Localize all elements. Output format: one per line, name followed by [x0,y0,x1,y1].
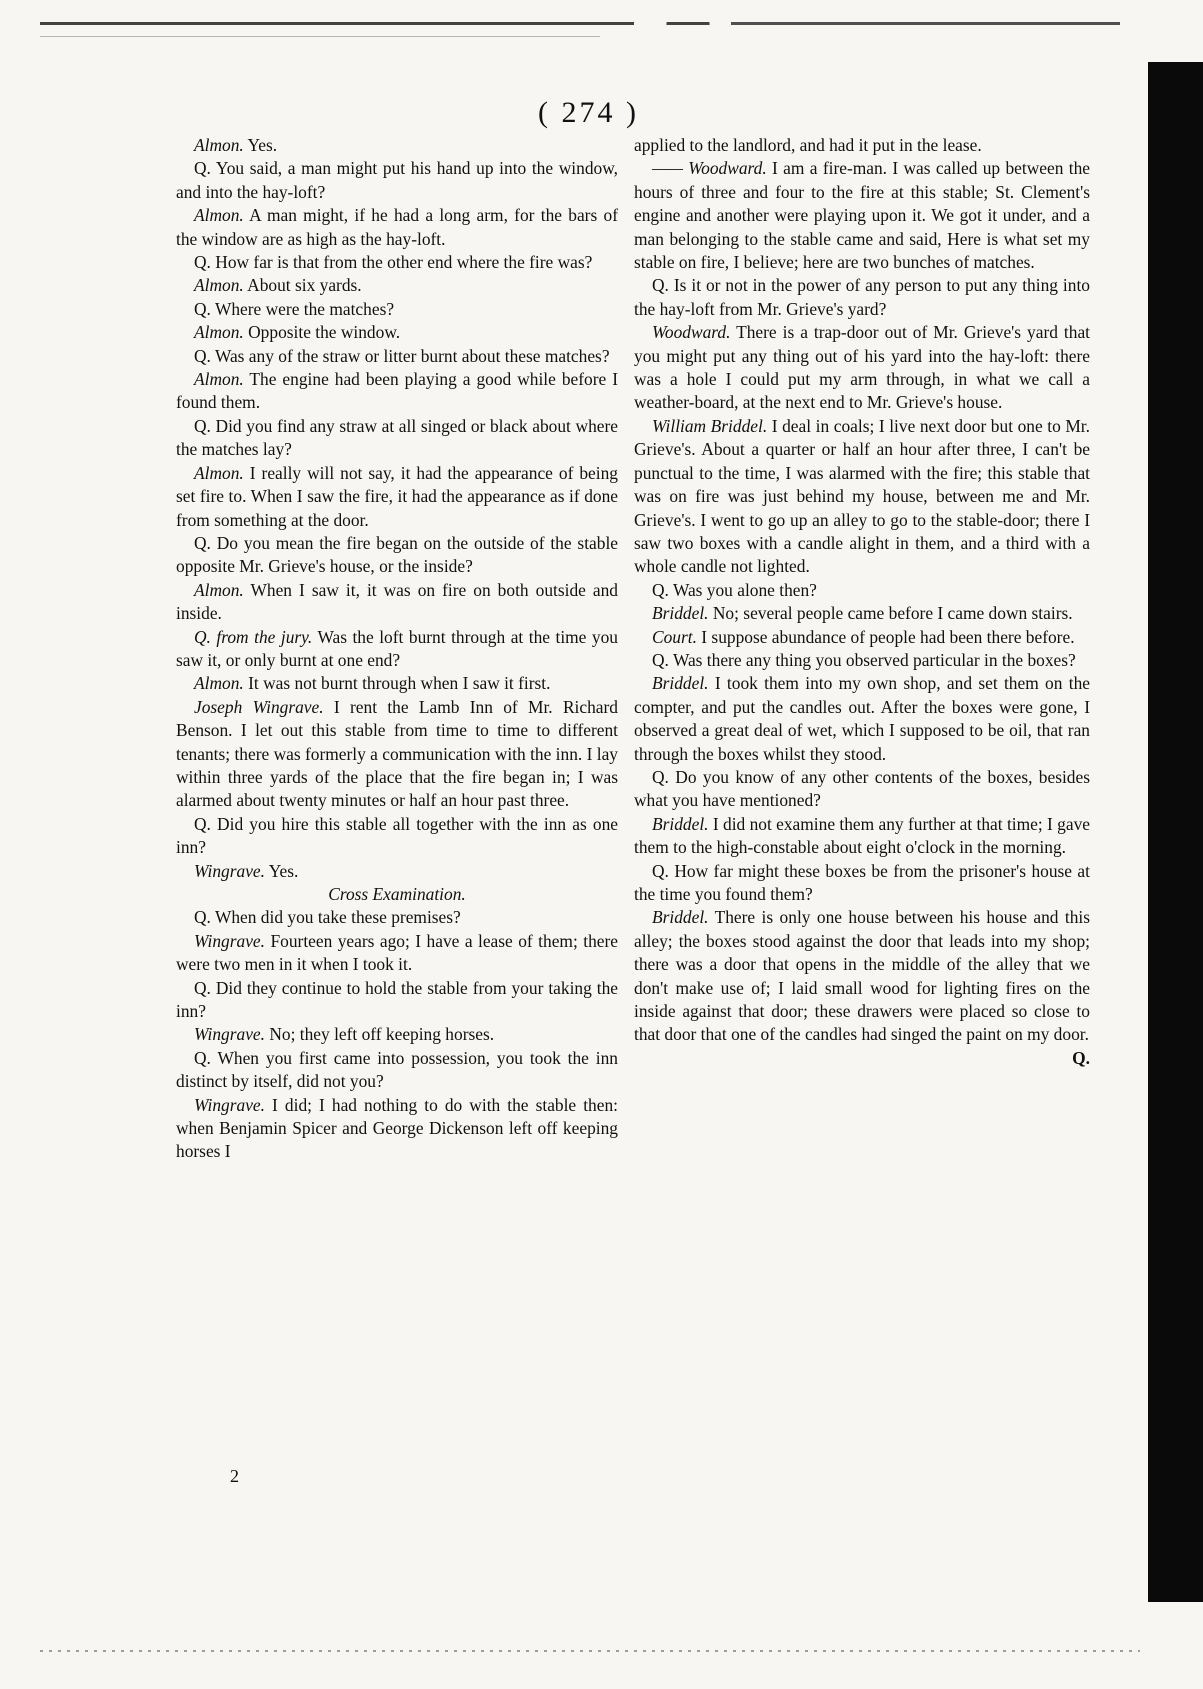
paragraph-text: I rent the Lamb Inn of Mr. Richard Benson. I let out this stable from time to time to different tenants; there was formerly a communication with the inn. I lay within three yards of the place that the fire began in; I was alarmed about twenty minutes or half an hour past three. [176,696,618,811]
right-column [634,134,1090,1070]
paragraph-text: There is a trap-door out of Mr. Grieve's yard that you might put any thing out of his yard into the hay-loft: there was a hole I could put my arm through, in what we call a weather-board, at the next end to Mr. Grieve's house. [634,322,1090,413]
left-column [176,134,618,1164]
speaker-name: Almon. [194,369,244,390]
paragraph-text: Q. Is it or not in the power of any person to put any thing into the hay-loft from Mr. Grieve's yard? [634,275,1090,319]
paragraph [176,204,618,251]
paragraph-text: Opposite the window. [243,322,401,343]
paragraph-text: Q. When you first came into possession, you took the inn distinct by itself, did not you? [176,1047,618,1092]
paragraph-text: I took them into my own shop, and set them on the compter, and put the candles out. After the boxes were gone, I observed a great deal of wet, which I supposed to be oil, that ran through the boxes whilst they stood. [634,673,1090,764]
paragraph [634,813,1090,860]
paragraph-text: Fourteen years ago; I have a lease of them; there were two men in it when I took it. [176,930,618,975]
speaker-name: Almon. [194,322,244,343]
paragraph [634,626,1090,649]
paragraph-text: There is only one house between his house and this alley; the boxes stood against the door that leads into my shop; there was a door that opens in the middle of the alley that we don't make use of; I laid small wood for lighting fires on the inside against that door; these drawers were placed so close to that door that one of the candles had singed the paint on my door. [634,907,1090,1045]
paragraph-text: I suppose abundance of people had been there before. [696,626,1075,647]
paragraph [634,860,1090,907]
speaker-name: Almon. [194,579,244,600]
paragraph [176,298,618,321]
paragraph [634,274,1090,321]
catchword: Q. [1072,1047,1090,1068]
paragraph-text: Q. How far might these boxes be from the prisoner's house at the time you found them? [634,860,1090,904]
paragraph-text: I deal in coals; I live next door but one to Mr. Grieve's. About a quarter or half an hour after three, I can't be punctual to the time, I was alarmed with the fire; this stable that was on fire was just behind my house, between me and Mr. Grieve's. I went to go up an alley to go to the stable-door; there I saw two boxes with a candle alight in them, and a third with a whole candle not lighted. [634,415,1090,577]
paragraph-text: No; several people came before I came down stairs. [708,603,1073,624]
paragraph [176,321,618,344]
paragraph-text: Q. Was any of the straw or litter burnt about these matches? [194,345,610,366]
paragraph-text: Q. When did you take these premises? [194,907,461,928]
speaker-name: Briddel. [652,603,709,624]
paragraph [176,532,618,579]
speaker-name: Almon. [194,135,244,155]
paragraph [634,602,1090,625]
paragraph-text: I did; I had nothing to do with the stable then: when Benjamin Spicer and George Dickenson left off keeping horses I [176,1094,618,1162]
paragraph-text: applied to the landlord, and had it put in the lease. [634,135,982,155]
paragraph [176,813,618,860]
paragraph [176,368,618,415]
paragraph [634,134,1090,157]
speaker-name: Almon. [194,673,244,694]
paragraph-text: When I saw it, it was on fire on both outside and inside. [176,579,618,624]
speaker-name: Briddel. [652,813,709,834]
paragraph [176,345,618,368]
top-rule-faint [40,36,600,37]
paragraph [634,157,1090,274]
paragraph-text: Q. How far is that from the other end where the fire was? [194,252,593,273]
paragraph [176,274,618,297]
section-heading: Cross Examination. [328,884,466,904]
paragraph [176,579,618,626]
paragraph-text: Q. Was you alone then? [652,579,817,600]
paragraph [176,930,618,977]
speaker-name: Wingrave. [194,930,265,951]
speaker-name: Woodward. [652,322,731,343]
speaker-name: Almon. [194,205,244,226]
paragraph-text: I did not examine them any further at that time; I gave them to the high-constable about eight o'clock in the morning. [634,813,1091,858]
paragraph [176,1094,618,1164]
paragraph-text: Yes. [265,860,299,881]
paragraph-text: Yes. [243,135,278,155]
paragraph-text: Q. Did they continue to hold the stable from your taking the inn? [176,977,618,1022]
paragraph [176,696,618,813]
paragraph [176,134,618,157]
paragraph [176,1047,618,1094]
paragraph [176,251,618,274]
paragraph-text: Q. Do you mean the fire began on the outside of the stable opposite Mr. Grieve's house, or the inside? [176,532,618,577]
bottom-rule [40,1650,1140,1652]
paragraph [176,157,618,204]
paragraph [634,672,1090,766]
speaker-name: Wingrave. [194,1024,265,1045]
paragraph [176,415,618,462]
paragraph-text: I am a fire-man. I was called up between the hours of three and four to the fire at this stable; St. Clement's engine and another were playing upon it. We got it under, and a man belonging to the stable came and said, Here is what set my stable on fire, I believe; here are two bunches of matches. [634,158,1090,273]
paragraph-text: About six yards. [243,275,362,296]
speaker-name: —— Woodward. [652,158,767,179]
paragraph [176,977,618,1024]
top-rule [40,22,1120,25]
paragraph [634,766,1090,813]
paragraph-text: Q. Did you find any straw at all singed or black about where the matches lay? [176,415,618,460]
paragraph [176,672,618,695]
paragraph-text: Q. You said, a man might put his hand up into the window, and into the hay-loft? [176,158,618,202]
paragraph [176,906,618,929]
paragraph-text: Q. Did you hire this stable all together with the inn as one inn? [176,813,618,858]
paragraph [634,579,1090,602]
speaker-name: Q. from the jury. [194,626,313,647]
paragraph-text: I really will not say, it had the appearance of being set fire to. When I saw the fire, it had the appearance as if done from something at the door. [176,462,618,530]
paragraph-text: It was not burnt through when I saw it first. [243,673,551,694]
paragraph [176,860,618,883]
paragraph-text: Q. Where were the matches? [194,298,395,319]
paragraph-text: Q. Do you know of any other contents of the boxes, besides what you have mentioned? [634,766,1090,811]
paragraph-text: Was the loft burnt through at the time you saw it, or only burnt at one end? [176,626,618,670]
paragraph-text: Q. Was there any thing you observed particular in the boxes? [652,649,1076,670]
speaker-name: Briddel. [652,673,709,694]
speaker-name: Almon. [194,275,244,296]
speaker-name: Almon. [194,462,244,483]
speaker-name: William Briddel. [652,415,768,436]
speaker-name: Wingrave. [194,860,265,881]
speaker-name: Wingrave. [194,1094,265,1115]
paragraph [176,462,618,532]
paragraph [634,649,1090,672]
page-number: ( 274 ) [538,96,639,129]
paragraph [634,906,1090,1068]
speaker-name: Court. [652,626,697,647]
paragraph-text: A man might, if he had a long arm, for the bars of the window are as high as the hay-loft. [176,205,618,249]
paragraph [176,626,618,673]
speaker-name: Briddel. [652,907,709,928]
scan-edge-shadow [1148,62,1203,1602]
speaker-name: Joseph Wingrave. [194,696,324,717]
paragraph [634,415,1090,579]
paragraph-text: The engine had been playing a good while before I found them. [176,369,618,413]
paragraph-text: No; they left off keeping horses. [265,1024,495,1045]
paragraph [176,1023,618,1046]
signature-mark: 2 [230,1466,239,1486]
paragraph [634,321,1090,415]
